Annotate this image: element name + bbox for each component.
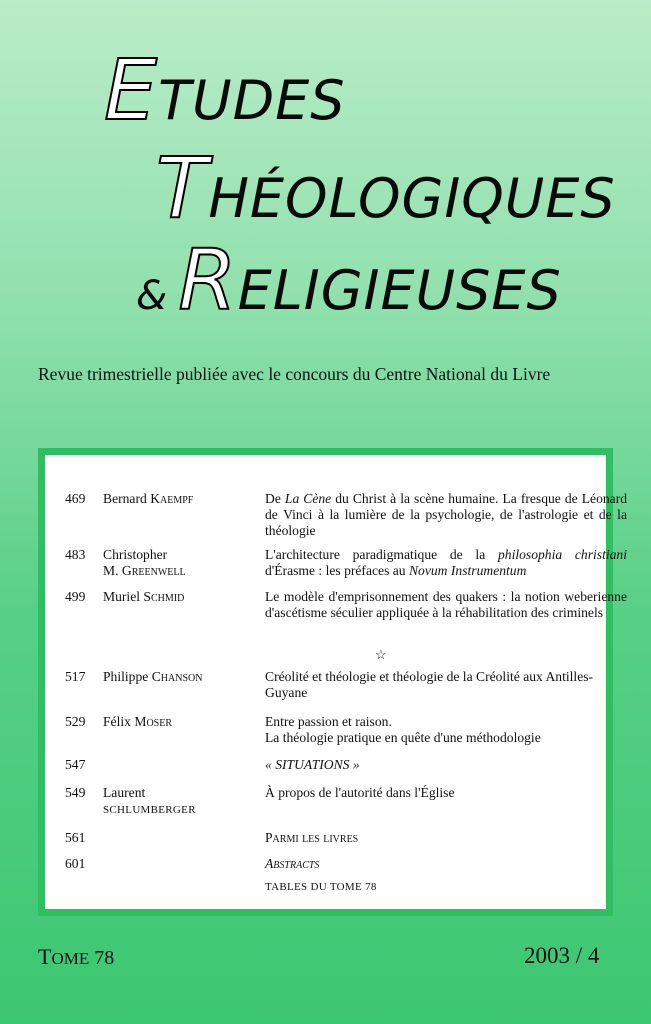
toc-author: Philippe Chanson	[103, 669, 203, 684]
toc-author: Laurent SCHLUMBERGER	[103, 785, 196, 816]
title-line-3	[136, 231, 562, 329]
toc-title: Le modèle d'emprisonnement des quakers : la notion weberienne d'ascétisme séculier appliquée à la réhabilitation des criminels	[265, 589, 627, 620]
toc-title: À propos de l'autorité dans l'Église	[265, 785, 455, 800]
title-initial: T	[156, 139, 209, 237]
title-line-1	[104, 41, 346, 139]
title-ampersand: &	[136, 273, 169, 319]
toc-author: Christopher M. Greenwell	[103, 547, 186, 578]
toc-title: TABLES DU TOME 78	[265, 881, 377, 893]
toc-page: 561	[65, 830, 86, 845]
subtitle: Revue trimestrielle publiée avec le concours du Centre National du Livre	[38, 364, 551, 384]
toc-author: Félix Moser	[103, 714, 173, 729]
title-rest: TUDES	[158, 69, 346, 132]
title-initial: E	[104, 41, 159, 139]
toc-author: Bernard Kaempf	[103, 491, 194, 506]
toc-page: 517	[65, 669, 86, 684]
toc-page: 469	[65, 491, 86, 506]
toc-author: Muriel Schmid	[103, 589, 185, 604]
toc-page: 499	[65, 589, 86, 604]
toc-page: 601	[65, 856, 86, 871]
toc-title: L'architecture paradigmatique de la philosophia christiani d'Érasme : les préfaces au Novum Instrumentum	[265, 547, 627, 578]
title-initial: R	[178, 231, 238, 329]
toc-title: Créolité et théologie et théologie de la Créolité aux Antilles-Guyane	[265, 669, 594, 700]
toc-page: 483	[65, 547, 86, 562]
table-of-contents	[38, 448, 628, 916]
toc-page: 549	[65, 785, 86, 800]
toc-title: De La Cène du Christ à la scène humaine. La fresque de Léonard de Vinci à la lumière de la psychologie, de l'astrologie et de la théologie	[265, 491, 628, 538]
title-line-2	[156, 139, 616, 237]
issue-number: 2003 / 4	[524, 943, 600, 968]
toc-title: « SITUATIONS »	[265, 757, 360, 772]
toc-page: 547	[65, 757, 86, 772]
star-separator: ☆	[375, 647, 387, 662]
title-rest: HÉOLOGIQUES	[208, 167, 616, 230]
toc-title: Entre passion et raison. La théologie pratique en quête d'une méthodologie	[265, 714, 541, 745]
toc-title: Abstracts	[265, 856, 320, 871]
title-rest: ELIGIEUSES	[237, 259, 562, 322]
volume-label: TOME 78	[38, 944, 115, 969]
toc-title: Parmi les livres	[265, 830, 359, 845]
toc-page: 529	[65, 714, 86, 729]
